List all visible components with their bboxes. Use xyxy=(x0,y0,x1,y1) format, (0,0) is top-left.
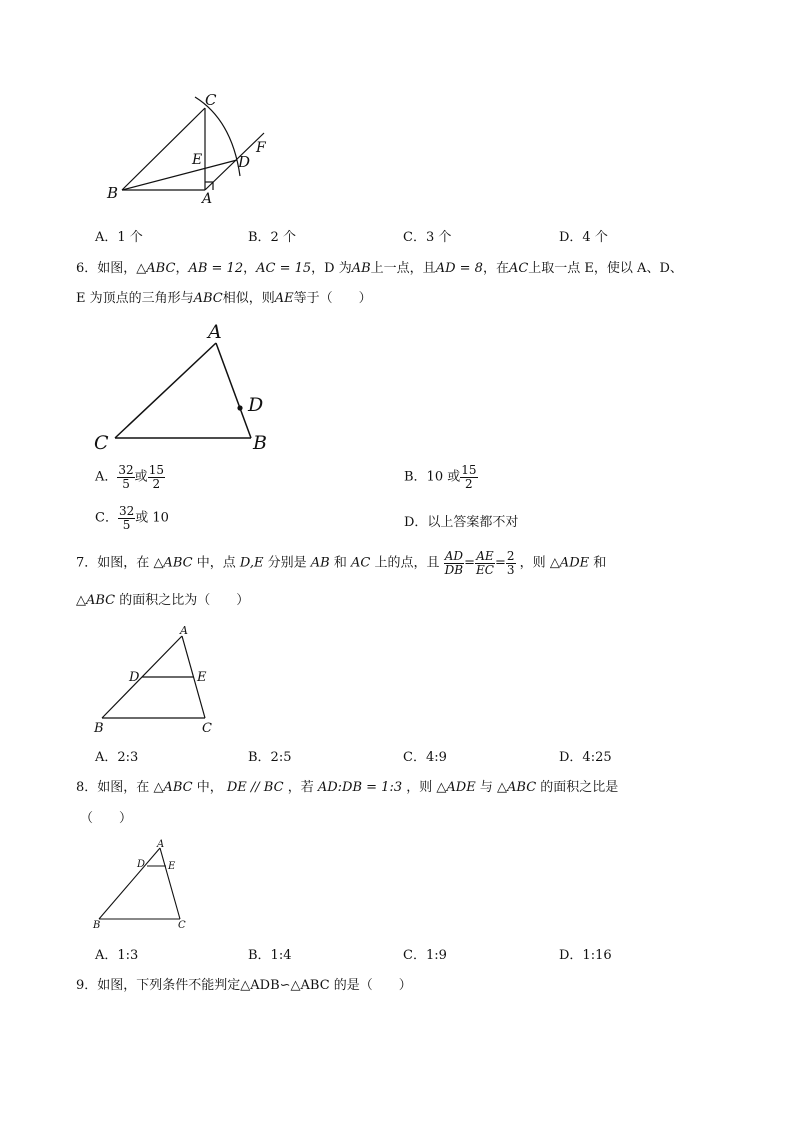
q6-text: E 为顶点的三角形与 xyxy=(76,291,194,306)
q8-option-a[interactable]: A．1:3 xyxy=(95,948,139,963)
q6-text: 上一点，且 xyxy=(370,261,436,276)
q6-text: ， xyxy=(243,261,257,276)
q7-text: 如图，在 xyxy=(97,555,150,571)
fraction-denominator: 2 xyxy=(152,476,161,491)
fig5-label-d: D xyxy=(238,153,251,171)
q8-stem-line2: （ ） xyxy=(80,811,133,826)
q8-option-d[interactable]: D．1:16 xyxy=(559,948,612,963)
q7-math: △ABC xyxy=(76,593,116,608)
fraction-numerator: 2 xyxy=(506,549,515,563)
fig7-label-e: E xyxy=(197,670,207,685)
q8-math: △ABC xyxy=(153,780,193,795)
q8-option-b[interactable]: B．1:4 xyxy=(248,948,292,963)
q7-number: 7． xyxy=(76,555,98,571)
fraction-denominator: 3 xyxy=(506,562,515,577)
fig5-label-c: C xyxy=(205,91,217,109)
q6-text: 上取一点 E，使以 A、D、 xyxy=(528,261,683,276)
fig5-label-b: B xyxy=(107,184,119,202)
fraction-numerator: AE xyxy=(476,549,494,563)
fig8-label-d: D xyxy=(137,859,146,870)
q7-text: 的面积之比为（ ） xyxy=(119,593,250,608)
q7-math: AB xyxy=(310,555,330,571)
q7-math: D,E xyxy=(239,555,264,571)
q7-text: 和 xyxy=(593,555,607,571)
q6-number: 6． xyxy=(76,261,98,276)
q7-text: 分别是 xyxy=(267,555,307,571)
fig8-label-e: E xyxy=(168,861,176,872)
q8-text: ，若 xyxy=(287,780,314,795)
fraction-denominator: DB xyxy=(444,562,464,577)
fraction-numerator: 15 xyxy=(148,463,164,477)
q9-stem: 9．如图，下列条件不能判定△ADB∽△ABC 的是（ ） xyxy=(76,978,412,993)
fraction-numerator: AD xyxy=(444,549,464,563)
q6-math: ABC xyxy=(193,291,223,306)
q8-math: DE // BC xyxy=(226,780,284,795)
q5-option-b[interactable]: B．2 个 xyxy=(248,230,296,245)
fig6-label-b: B xyxy=(253,432,267,454)
q6-text: 如图， xyxy=(97,261,137,276)
q7-text: 中，点 xyxy=(196,555,236,571)
q5-option-a[interactable]: A．1 个 xyxy=(95,230,143,245)
q6-option-a-or: 或 xyxy=(134,469,148,485)
fig6-label-c: C xyxy=(94,432,109,454)
q6-math: AC xyxy=(508,261,529,276)
q6-math: AD = 8 xyxy=(435,261,483,276)
fig6-label-a: A xyxy=(208,321,222,343)
q7-math: △ABC xyxy=(153,555,193,571)
q6-option-c-suffix: 或 10 xyxy=(135,510,169,526)
fraction-numerator: 32 xyxy=(118,463,134,477)
fig7-label-b: B xyxy=(94,721,104,736)
fraction-denominator: 5 xyxy=(122,476,130,491)
q8-text: ，则 xyxy=(406,780,433,795)
fraction-denominator: 5 xyxy=(122,517,131,532)
fig8-label-b: B xyxy=(93,920,101,931)
q6-math: AC = 15 xyxy=(256,261,312,276)
fig7-label-a: A xyxy=(180,624,188,637)
equals-sign: = xyxy=(464,555,476,571)
fig8-label-a: A xyxy=(157,839,165,850)
q6-text: ，在 xyxy=(482,261,509,276)
q7-text: 和 xyxy=(333,555,347,571)
q8-math: △ABC xyxy=(497,780,537,795)
q8-math: AD:DB = 1:3 xyxy=(317,780,403,795)
q7-math: △ADE xyxy=(549,555,590,571)
q8-text: 的面积之比是 xyxy=(540,780,619,795)
q8-number: 8． xyxy=(76,780,98,795)
q5-option-d[interactable]: D．4 个 xyxy=(559,230,608,245)
q7-option-c[interactable]: C．4:9 xyxy=(403,750,447,765)
q8-option-c[interactable]: C．1:9 xyxy=(403,948,447,963)
equals-sign: = xyxy=(494,555,506,571)
fig6-label-d: D xyxy=(248,394,264,416)
q8-text: 中， xyxy=(196,780,223,795)
q7-option-a[interactable]: A．2:3 xyxy=(95,750,139,765)
q6-option-d[interactable]: D．以上答案都不对 xyxy=(404,515,519,530)
fraction-denominator: 2 xyxy=(465,476,473,491)
q7-option-d[interactable]: D．4:25 xyxy=(559,750,612,765)
q6-text: 等于（ ） xyxy=(293,291,372,306)
q7-text: 上的点，且 xyxy=(374,555,440,571)
fig7-label-c: C xyxy=(202,721,212,736)
fig8-label-c: C xyxy=(178,920,186,931)
q8-text: 与 xyxy=(479,780,493,795)
q7-text: ，则 xyxy=(519,555,546,571)
fig5-label-f: F xyxy=(256,140,266,156)
q6-math: AB = 12 xyxy=(188,261,244,276)
q5-option-c[interactable]: C．3 个 xyxy=(403,230,452,245)
fig7-label-d: D xyxy=(129,670,140,685)
q6-math: AB xyxy=(351,261,371,276)
q8-text: 如图，在 xyxy=(97,780,150,795)
q6-option-b-prefix: B．10 或 xyxy=(404,469,461,485)
q6-math: AE xyxy=(274,291,294,306)
q6-text: 相似，则 xyxy=(222,291,275,306)
q6-math: △ABC xyxy=(136,261,176,276)
fraction-numerator: 15 xyxy=(461,463,477,477)
q6-option-c-prefix: C． xyxy=(95,510,118,526)
q6-option-a-prefix: A． xyxy=(95,469,118,485)
q8-math: △ADE xyxy=(436,780,476,795)
fraction-denominator: EC xyxy=(476,562,494,577)
fig5-label-e: E xyxy=(192,152,203,168)
q7-option-b[interactable]: B．2:5 xyxy=(248,750,292,765)
fraction-numerator: 32 xyxy=(118,504,135,518)
q6-text: ， xyxy=(175,261,189,276)
fig5-label-a: A xyxy=(202,191,213,207)
q6-text: ，D 为 xyxy=(311,261,352,276)
q7-math: AC xyxy=(351,555,371,571)
